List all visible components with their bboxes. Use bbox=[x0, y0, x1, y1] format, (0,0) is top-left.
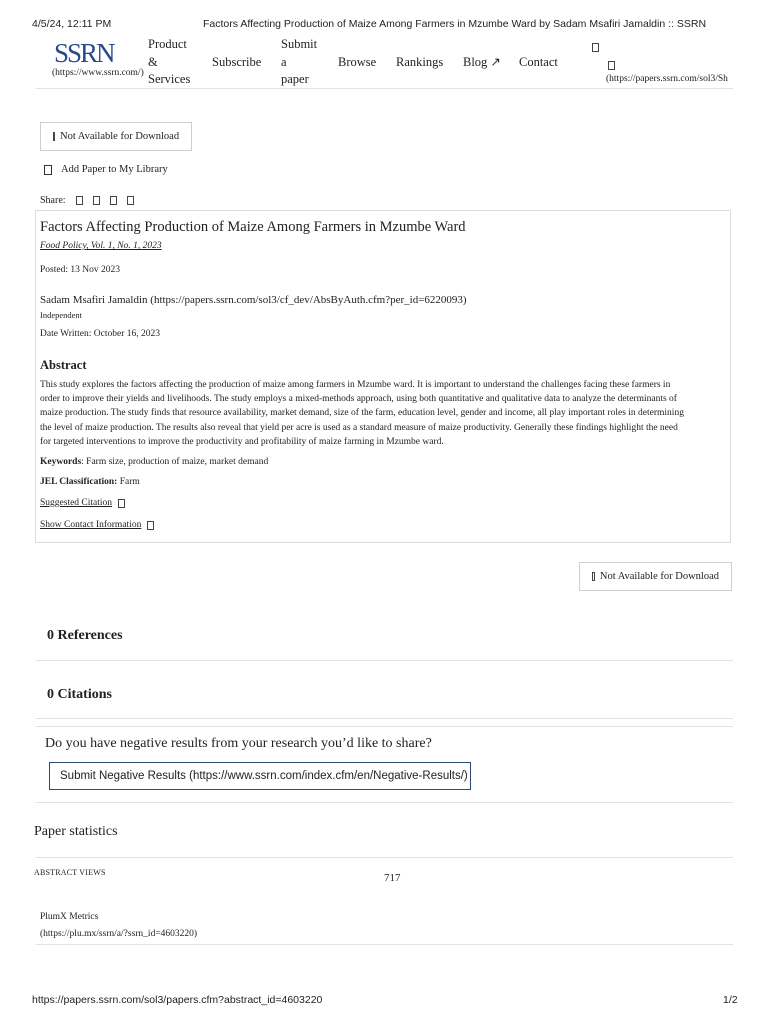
print-footer-url: https://papers.ssrn.com/sol3/papers.cfm?abstract_id=4603220 bbox=[32, 994, 323, 1006]
add-to-library[interactable]: Add Paper to My Library bbox=[44, 164, 168, 175]
nav-contact[interactable]: Contact bbox=[519, 55, 558, 69]
plumx-url[interactable]: (https://plu.mx/ssrn/a/?ssrn_id=4603220) bbox=[40, 929, 198, 939]
nav-rankings[interactable]: Rankings bbox=[396, 55, 444, 69]
paper-title: Factors Affecting Production of Maize Among Farmers in Mzumbe Ward bbox=[40, 219, 466, 235]
nav-browse[interactable]: Browse bbox=[338, 55, 377, 69]
email-icon[interactable] bbox=[93, 196, 100, 205]
nav-submit-paper[interactable]: Submit a paper bbox=[281, 37, 318, 86]
journal-link[interactable]: Food Policy, Vol. 1, No. 1, 2023 bbox=[40, 241, 162, 251]
negative-results-question: Do you have negative results from your research you’d like to share? bbox=[45, 736, 432, 751]
print-page-number: 1/2 bbox=[723, 994, 738, 1006]
posted-date: Posted: 13 Nov 2023 bbox=[40, 265, 120, 275]
chevron-down-icon bbox=[147, 521, 154, 530]
jel-classification: JEL Classification: Farm bbox=[40, 477, 140, 487]
library-checkbox[interactable] bbox=[44, 165, 52, 175]
keywords: Keywords: Farm size, production of maize, market demand bbox=[40, 457, 269, 467]
facebook-icon[interactable] bbox=[76, 196, 83, 205]
twitter-icon[interactable] bbox=[127, 196, 134, 205]
search-icon[interactable] bbox=[592, 38, 599, 56]
nav-product-services[interactable]: Product & Services bbox=[148, 37, 191, 86]
download-icon bbox=[592, 572, 595, 581]
paper-statistics-heading: Paper statistics bbox=[34, 824, 118, 839]
download-icon bbox=[53, 132, 55, 141]
submit-negative-results-button[interactable]: Submit Negative Results (https://www.ssrn.com/index.cfm/en/Negative-Results/) bbox=[49, 762, 471, 790]
author-link[interactable]: Sadam Msafiri Jamaldin (https://papers.ssrn.com/sol3/cf_dev/AbsByAuth.cfm?per_id=6220093) bbox=[40, 294, 467, 306]
logo-url[interactable]: (https://www.ssrn.com/) bbox=[52, 68, 144, 78]
linkedin-icon[interactable] bbox=[110, 196, 117, 205]
author-affiliation: Independent bbox=[40, 310, 83, 320]
nav-subscribe[interactable]: Subscribe bbox=[212, 55, 262, 69]
show-contact-toggle[interactable]: Show Contact Information bbox=[40, 520, 154, 530]
nav-blog[interactable]: Blog ↗ bbox=[463, 55, 501, 69]
header-right-url[interactable]: (https://papers.ssrn.com/sol3/Sh bbox=[606, 74, 728, 84]
suggested-citation-toggle[interactable]: Suggested Citation bbox=[40, 498, 125, 508]
abstract-heading: Abstract bbox=[40, 358, 87, 372]
user-icon[interactable] bbox=[608, 56, 615, 74]
abstract-views-label: ABSTRACT VIEWS bbox=[34, 868, 106, 877]
references-heading[interactable]: 0 References bbox=[47, 628, 123, 643]
chevron-down-icon bbox=[118, 499, 125, 508]
date-written: Date Written: October 16, 2023 bbox=[40, 329, 161, 339]
download-button-bottom[interactable]: Not Available for Download bbox=[579, 562, 732, 591]
plumx-label[interactable]: PlumX Metrics bbox=[40, 912, 99, 922]
abstract-views-value: 717 bbox=[384, 872, 401, 884]
ssrn-logo[interactable]: SSRN bbox=[54, 38, 114, 68]
citations-heading[interactable]: 0 Citations bbox=[47, 687, 112, 702]
paper-details-box bbox=[35, 210, 731, 543]
share-bar: Share: bbox=[40, 195, 134, 206]
print-doc-title: Factors Affecting Production of Maize Among Farmers in Mzumbe Ward by Sadam Msafiri Jamaldin :: SSRN bbox=[203, 18, 707, 30]
print-datetime: 4/5/24, 12:11 PM bbox=[32, 18, 112, 30]
download-button-top[interactable]: Not Available for Download bbox=[40, 122, 192, 151]
abstract-text: This study explores the factors affecting the production of maize among farmers in Mzumbe ward. It is important to understand the challenges facing these farmers in order to improve their yields and livelihoods. The study employs a mixed-methods approach, using both quantitative and qualitative data to analyze the determinants of maize production. The study finds that resource availability, market demand, size of the farm, education level, gender and income, all play important roles in determining the level of maize production. The results also reveal that yield per acre is used as a standard measure of maize productivity. Generally these findings highlight the need for targeted interventions to improve the productivity and profitability of maize farming in Mzumbe ward. bbox=[40, 380, 684, 447]
